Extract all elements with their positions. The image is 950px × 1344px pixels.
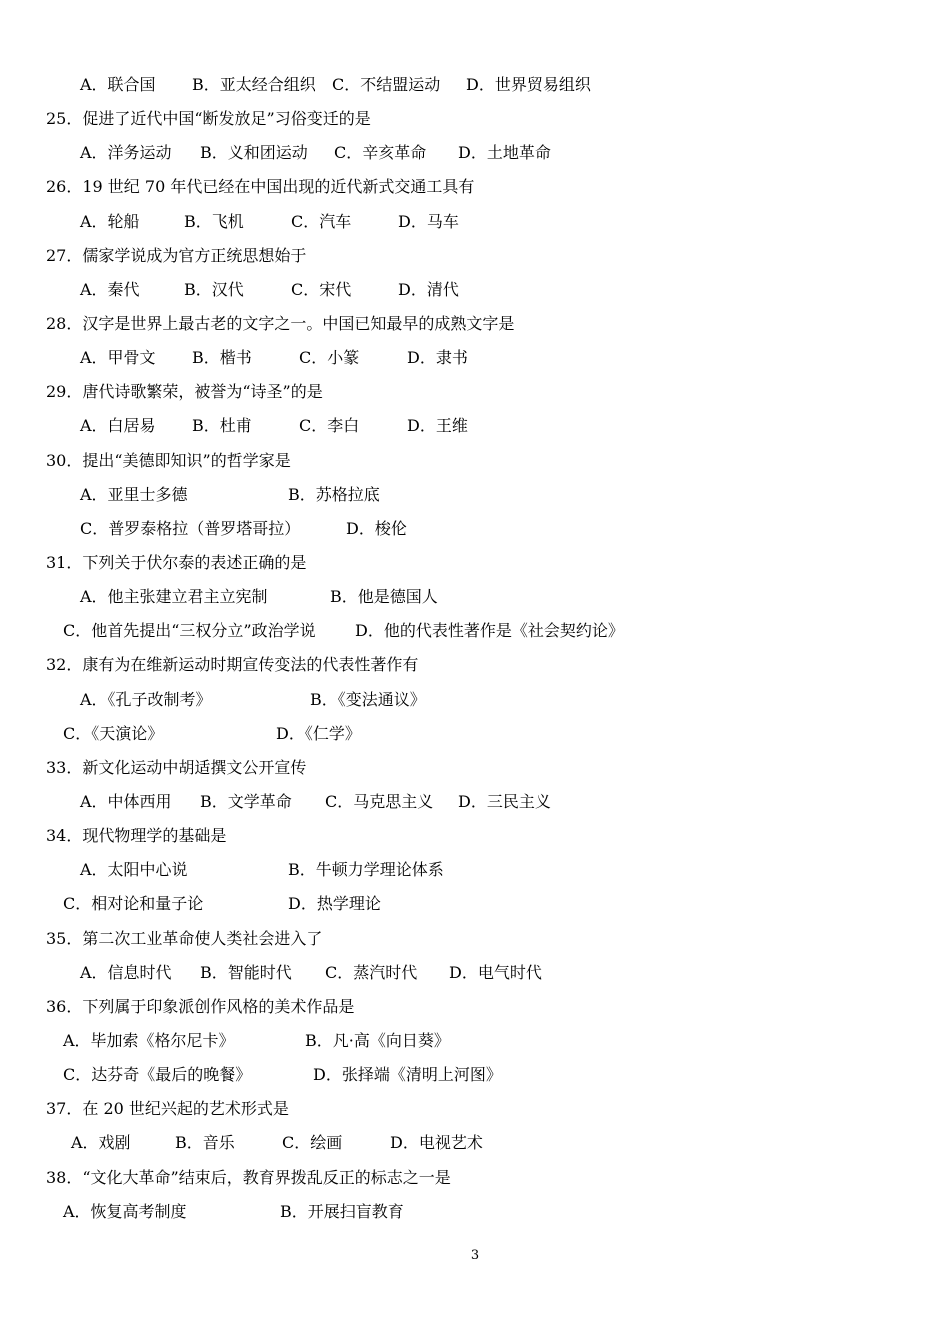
q27-option-a: A．秦代 bbox=[80, 280, 140, 299]
q32-option-b: B．《变法通议》 bbox=[310, 690, 426, 709]
q25-stem: 25．促进了近代中国“断发放足”习俗变迁的是 bbox=[46, 109, 371, 128]
q32-option-d: D．《仁学》 bbox=[276, 724, 361, 743]
q34-stem: 34．现代物理学的基础是 bbox=[46, 826, 227, 845]
q26-option-a: A．轮船 bbox=[80, 212, 140, 231]
q27-option-b: B．汉代 bbox=[184, 280, 244, 299]
q37-option-b: B．音乐 bbox=[175, 1133, 235, 1152]
q35-option-d: D．电气时代 bbox=[449, 963, 542, 982]
q33-option-c: C．马克思主义 bbox=[325, 792, 434, 811]
q35-stem: 35．第二次工业革命使人类社会进入了 bbox=[46, 929, 323, 948]
q31-option-a: A．他主张建立君主立宪制 bbox=[80, 587, 268, 606]
q28-option-b: B．楷书 bbox=[192, 348, 252, 367]
q30-stem: 30．提出“美德即知识”的哲学家是 bbox=[46, 451, 291, 470]
q32-option-c: C．《天演论》 bbox=[63, 724, 164, 743]
q27-stem: 27．儒家学说成为官方正统思想始于 bbox=[46, 246, 307, 265]
q28-option-d: D．隶书 bbox=[407, 348, 468, 367]
q25-option-b: B．义和团运动 bbox=[200, 143, 308, 162]
q25-option-c: C．辛亥革命 bbox=[334, 143, 427, 162]
q34-option-c: C．相对论和量子论 bbox=[63, 894, 204, 913]
q28-option-a: A．甲骨文 bbox=[80, 348, 156, 367]
q34-option-a: A．太阳中心说 bbox=[80, 860, 188, 879]
q32-option-a: A．《孔子改制考》 bbox=[80, 690, 212, 709]
q27-option-d: D．清代 bbox=[398, 280, 459, 299]
q37-option-a: A．戏剧 bbox=[71, 1133, 131, 1152]
q33-option-a: A．中体西用 bbox=[80, 792, 172, 811]
q29-stem: 29．唐代诗歌繁荣，被誉为“诗圣”的是 bbox=[46, 382, 323, 401]
q33-option-d: D．三民主义 bbox=[458, 792, 551, 811]
page-number: 3 bbox=[470, 1248, 480, 1263]
q34-option-d: D．热学理论 bbox=[288, 894, 381, 913]
q33-option-b: B．文学革命 bbox=[200, 792, 292, 811]
q25-option-a: A．洋务运动 bbox=[80, 143, 172, 162]
q38-stem: 38．“文化大革命”结束后，教育界拨乱反正的标志之一是 bbox=[46, 1168, 451, 1187]
q37-option-d: D．电视艺术 bbox=[390, 1133, 483, 1152]
q36-option-c: C．达芬奇《最后的晚餐》 bbox=[63, 1065, 252, 1084]
q29-option-c: C．李白 bbox=[299, 416, 360, 435]
q31-option-b: B．他是德国人 bbox=[330, 587, 438, 606]
q35-option-c: C．蒸汽时代 bbox=[325, 963, 418, 982]
q24-option-c: C．不结盟运动 bbox=[332, 75, 441, 94]
q37-option-c: C．绘画 bbox=[282, 1133, 343, 1152]
q37-stem: 37．在 20 世纪兴起的艺术形式是 bbox=[46, 1099, 289, 1118]
q27-option-c: C．宋代 bbox=[291, 280, 352, 299]
q29-option-b: B．杜甫 bbox=[192, 416, 252, 435]
q36-option-b: B．凡·高《向日葵》 bbox=[305, 1031, 450, 1050]
q33-stem: 33．新文化运动中胡适撰文公开宣传 bbox=[46, 758, 307, 777]
q31-option-c: C．他首先提出“三权分立”政治学说 bbox=[63, 621, 316, 640]
q30-option-c: C．普罗泰格拉（普罗塔哥拉） bbox=[80, 519, 301, 538]
q29-option-a: A．白居易 bbox=[80, 416, 156, 435]
q26-option-d: D．马车 bbox=[398, 212, 459, 231]
q38-option-a: A．恢复高考制度 bbox=[63, 1202, 187, 1221]
q30-option-b: B．苏格拉底 bbox=[288, 485, 380, 504]
q36-stem: 36．下列属于印象派创作风格的美术作品是 bbox=[46, 997, 355, 1016]
q26-stem: 26．19 世纪 70 年代已经在中国出现的近代新式交通工具有 bbox=[46, 177, 475, 196]
q31-stem: 31．下列关于伏尔泰的表述正确的是 bbox=[46, 553, 307, 572]
q24-option-d: D．世界贸易组织 bbox=[466, 75, 591, 94]
q32-stem: 32．康有为在维新运动时期宣传变法的代表性著作有 bbox=[46, 655, 419, 674]
q36-option-d: D．张择端《清明上河图》 bbox=[313, 1065, 502, 1084]
q34-option-b: B．牛顿力学理论体系 bbox=[288, 860, 444, 879]
q36-option-a: A．毕加索《格尔尼卡》 bbox=[63, 1031, 235, 1050]
q28-stem: 28．汉字是世界上最古老的文字之一。中国已知最早的成熟文字是 bbox=[46, 314, 515, 333]
q30-option-d: D．梭伦 bbox=[346, 519, 407, 538]
q28-option-c: C．小篆 bbox=[299, 348, 360, 367]
q35-option-b: B．智能时代 bbox=[200, 963, 292, 982]
q25-option-d: D．土地革命 bbox=[458, 143, 551, 162]
q24-option-b: B．亚太经合组织 bbox=[192, 75, 316, 94]
q24-option-a: A．联合国 bbox=[80, 75, 156, 94]
q31-option-d: D．他的代表性著作是《社会契约论》 bbox=[355, 621, 624, 640]
q30-option-a: A．亚里士多德 bbox=[80, 485, 188, 504]
q26-option-c: C．汽车 bbox=[291, 212, 352, 231]
q38-option-b: B．开展扫盲教育 bbox=[280, 1202, 404, 1221]
q26-option-b: B．飞机 bbox=[184, 212, 244, 231]
q29-option-d: D．王维 bbox=[407, 416, 468, 435]
q35-option-a: A．信息时代 bbox=[80, 963, 172, 982]
